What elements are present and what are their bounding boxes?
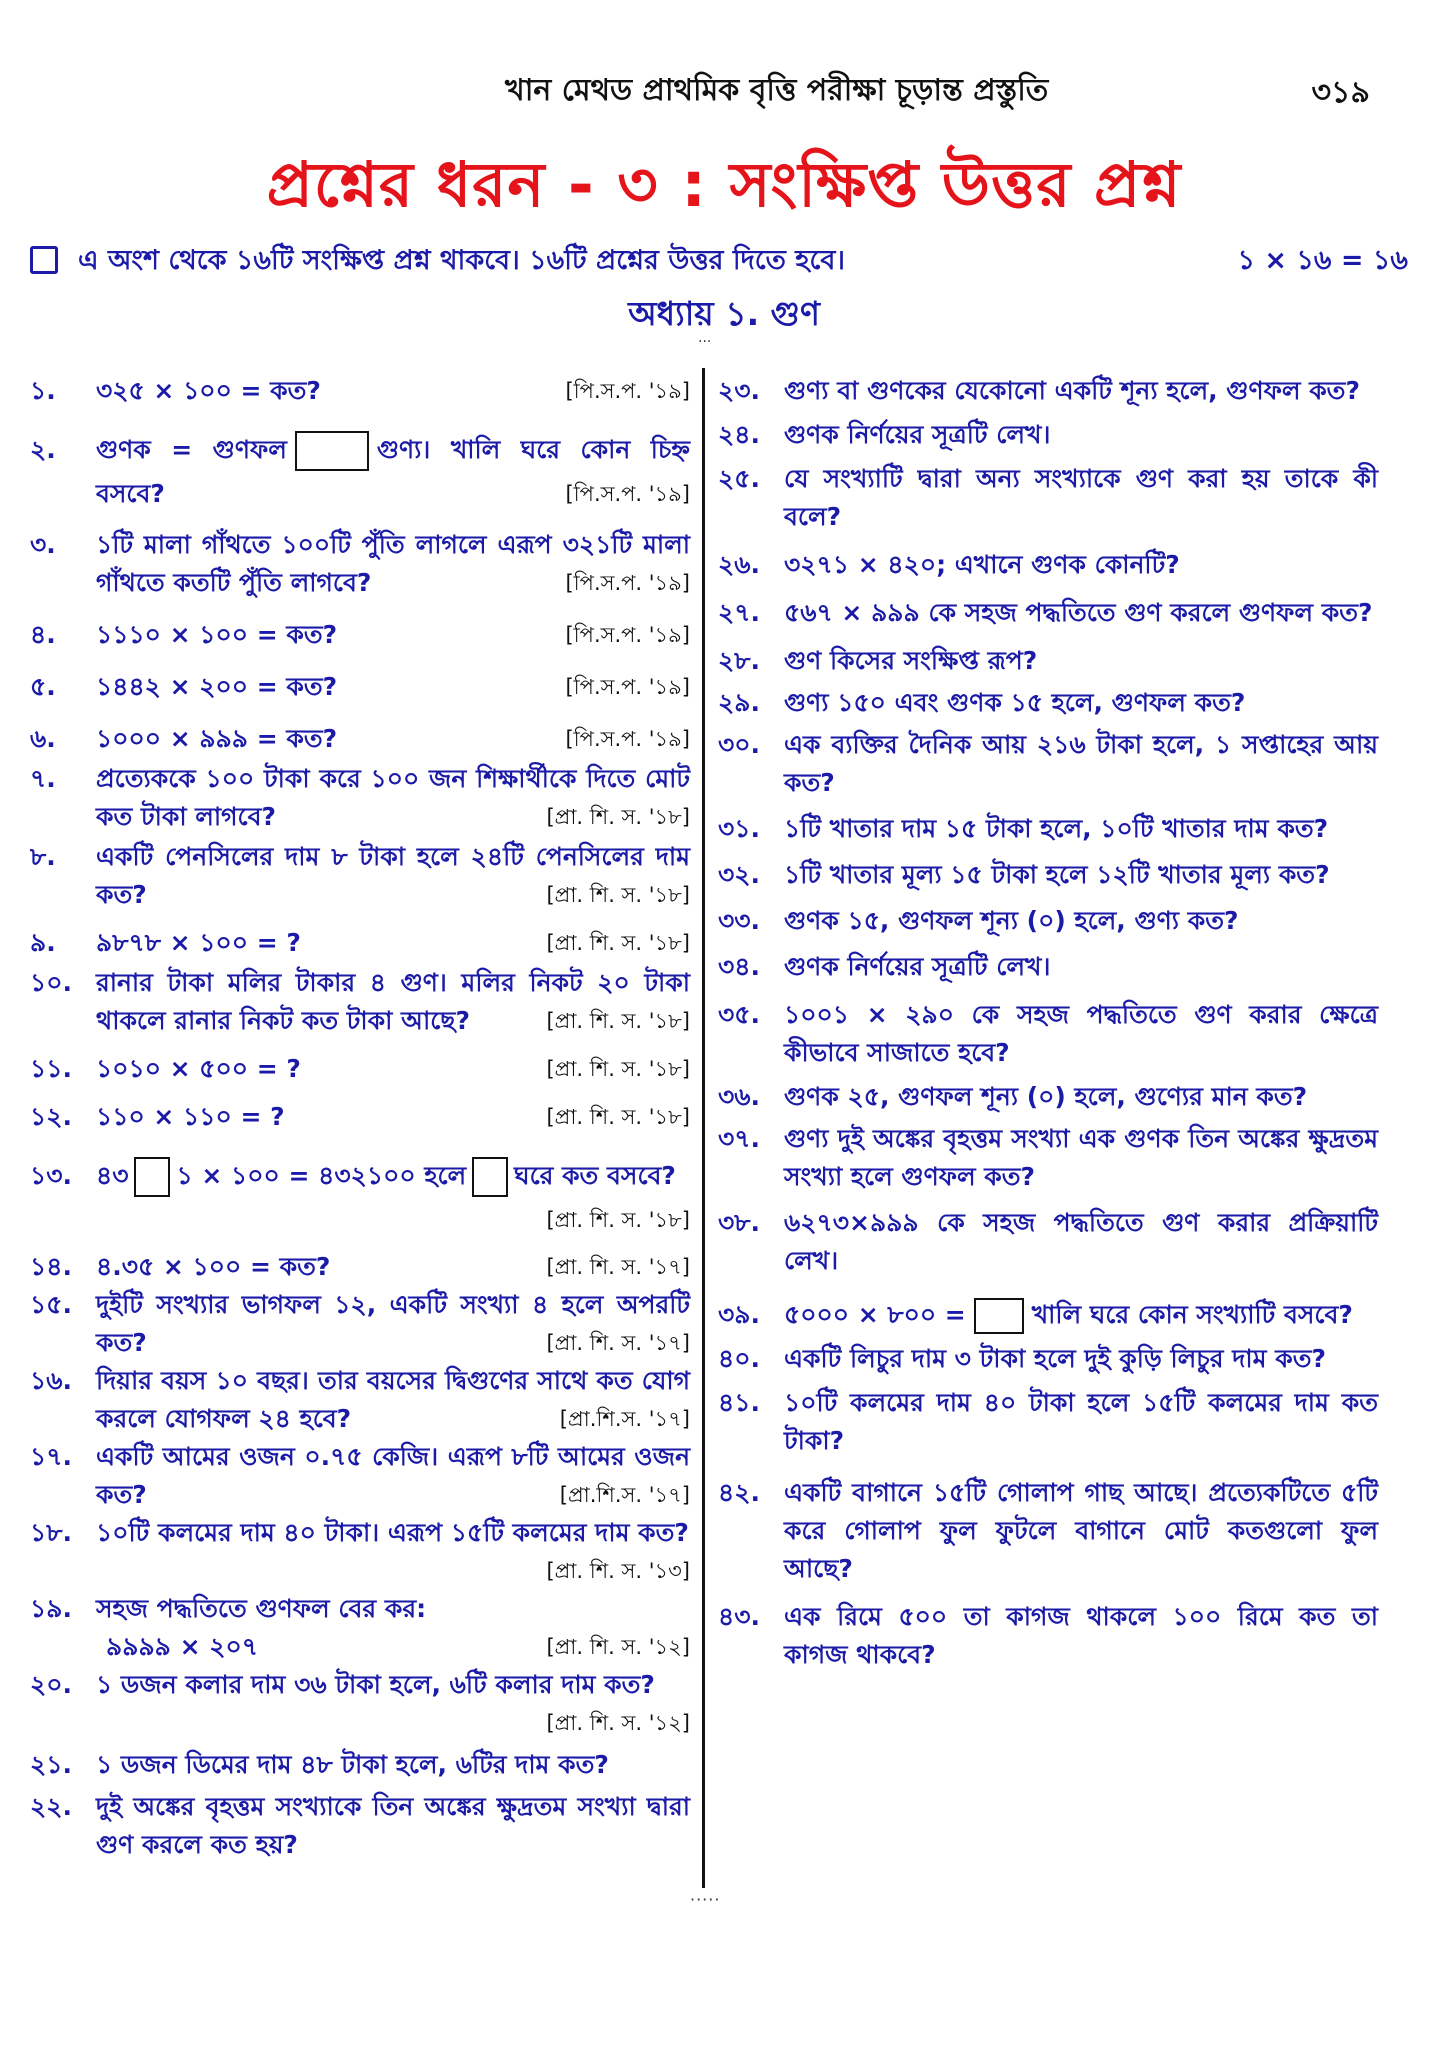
question-source: [প্রা. শি. স. '১৮] bbox=[546, 1208, 690, 1232]
question-number: ৪০. bbox=[718, 1344, 760, 1373]
question-text: একটি পেনসিলের দাম ৮ টাকা হলে ২৪টি পেনসিলের দাম কত? bbox=[96, 842, 690, 909]
question-item bbox=[30, 964, 690, 1040]
question-text: ১ ডজন কলার দাম ৩৬ টাকা হলে, ৬টি কলার দাম কত? bbox=[96, 1670, 655, 1699]
question-text: ১০০১ × ২৯০ কে সহজ পদ্ধতিতে গুণ করার ক্ষেত্রে কীভাবে সাজাতে হবে? bbox=[784, 1000, 1378, 1067]
question-text: গুণক ১৫, গুণফল শূন্য (০) হলে, গুণ্য কত? bbox=[784, 906, 1239, 935]
question-number: ২৫. bbox=[718, 464, 760, 493]
question-item bbox=[718, 996, 1378, 1072]
question-source: [পি.স.প. '১৯] bbox=[565, 379, 690, 403]
question-text: গুণ্য ১৫০ এবং গুণক ১৫ হলে, গুণফল কত? bbox=[784, 688, 1246, 717]
question-item bbox=[30, 372, 690, 410]
question-item bbox=[30, 1746, 690, 1784]
column-divider bbox=[702, 368, 705, 1888]
question-source: [প্রা. শি. স. '১৮] bbox=[546, 1105, 690, 1129]
blank-box bbox=[472, 1157, 508, 1197]
question-item bbox=[718, 902, 1378, 940]
question-number: ৮. bbox=[30, 842, 56, 871]
question-item bbox=[30, 1286, 690, 1362]
question-item bbox=[718, 1204, 1378, 1280]
separator-dots: ··· bbox=[698, 334, 712, 350]
question-item bbox=[30, 924, 690, 962]
question-number: ৩. bbox=[30, 530, 56, 559]
question-number: ১৫. bbox=[30, 1290, 72, 1319]
question-number: ৪২. bbox=[718, 1478, 760, 1507]
question-text: গুণক = গুণফল bbox=[96, 435, 287, 464]
question-item bbox=[718, 546, 1378, 584]
question-text: ১১১০ × ১০০ = কত? bbox=[96, 620, 338, 649]
question-text: এক রিমে ৫০০ তা কাগজ থাকলে ১০০ রিমে কত তা কাগজ থাকবে? bbox=[784, 1602, 1378, 1669]
question-text: একটি আমের ওজন ০.৭৫ কেজি। এরূপ ৮টি আমের ওজন কত? bbox=[96, 1442, 690, 1509]
question-number: ২৭. bbox=[718, 598, 761, 627]
question-item bbox=[30, 760, 690, 836]
question-text: ১টি খাতার মূল্য ১৫ টাকা হলে ১২টি খাতার মূল্য কত? bbox=[784, 860, 1330, 889]
question-number: ৩৯. bbox=[718, 1300, 760, 1329]
question-number: ২০. bbox=[30, 1670, 73, 1699]
section-title: প্রশ্নের ধরন - ৩ : সংক্ষিপ্ত উত্তর প্রশ্ন bbox=[266, 148, 1182, 221]
question-source: [প্রা. শি. স. '১৮] bbox=[546, 931, 690, 955]
question-item bbox=[30, 1248, 690, 1286]
question-item bbox=[718, 726, 1378, 802]
blank-box bbox=[295, 431, 369, 471]
book-title: খান মেথড প্রাথমিক বৃত্তি পরীক্ষা চূড়ান্ত প্রস্তুতি bbox=[505, 73, 1049, 108]
questions-right-column bbox=[718, 372, 1378, 1674]
question-text: ৯৮৭৮ × ১০০ = ? bbox=[96, 928, 301, 957]
separator-dots: ····· bbox=[690, 1890, 721, 1909]
question-item bbox=[718, 948, 1378, 986]
question-item bbox=[718, 1340, 1378, 1378]
question-number: ১০. bbox=[30, 968, 72, 997]
question-text: একটি বাগানে ১৫টি গোলাপ গাছ আছে। প্রত্যেকটিতে ৫টি করে গোলাপ ফুল ফুটলে বাগানে মোট কতগুলো ফুল আছে? bbox=[784, 1478, 1378, 1583]
question-number: ২৬. bbox=[718, 550, 761, 579]
question-item bbox=[718, 1598, 1378, 1674]
question-text: ৪৩ bbox=[96, 1161, 129, 1190]
question-text: ১০০০ × ৯৯৯ = কত? bbox=[96, 724, 338, 753]
question-source: [পি.স.প. '১৯] bbox=[565, 727, 690, 751]
question-number: ৩৮. bbox=[718, 1208, 760, 1237]
question-source: [প্রা. শি. স. '১৭] bbox=[546, 1331, 690, 1355]
question-text: ১০টি কলমের দাম ৪০ টাকা হলে ১৫টি কলমের দাম কত টাকা? bbox=[784, 1388, 1378, 1455]
question-number: ৪৩. bbox=[718, 1602, 760, 1631]
question-number: ৯. bbox=[30, 928, 56, 957]
question-text: খালি ঘরে কোন সংখ্যাটি বসবে? bbox=[1031, 1300, 1353, 1329]
question-number: ২৩. bbox=[718, 376, 761, 405]
question-text: দুই অঙ্কের বৃহত্তম সংখ্যাকে তিন অঙ্কের ক্ষুদ্রতম সংখ্যা দ্বারা গুণ করলে কত হয়? bbox=[96, 1792, 690, 1859]
question-text: ৩২৫ × ১০০ = কত? bbox=[96, 376, 321, 405]
question-source: [প্রা.শি.স. '১৭] bbox=[559, 1407, 690, 1431]
question-item bbox=[718, 1120, 1378, 1196]
question-item bbox=[30, 1666, 690, 1742]
question-item bbox=[718, 1078, 1378, 1116]
question-text: যে সংখ্যাটি দ্বারা অন্য সংখ্যাকে গুণ করা হয় তাকে কী বলে? bbox=[784, 464, 1378, 531]
question-number: ২২. bbox=[30, 1792, 73, 1821]
marks-formula: ১ × ১৬ = ১৬ bbox=[1237, 245, 1408, 276]
page-number: ৩১৯ bbox=[1311, 75, 1370, 110]
question-number: ৫. bbox=[30, 672, 56, 701]
question-text: ৯৯৯৯ × ২০৭ bbox=[106, 1632, 259, 1661]
question-number: ৩৭. bbox=[718, 1124, 761, 1153]
question-number: ৩১. bbox=[718, 814, 760, 843]
chapter-heading: অধ্যায় ১. গুণ bbox=[628, 294, 820, 333]
question-item bbox=[30, 1050, 690, 1088]
question-number: ১১. bbox=[30, 1054, 72, 1083]
checkbox-icon bbox=[30, 246, 58, 274]
question-text: এক ব্যক্তির দৈনিক আয় ২১৬ টাকা হলে, ১ সপ্তাহের আয় কত? bbox=[784, 730, 1378, 797]
question-text: ৬২৭৩×৯৯৯ কে সহজ পদ্ধতিতে গুণ করার প্রক্রিয়াটি লেখ। bbox=[784, 1208, 1378, 1275]
question-text: গুণক নির্ণয়ের সূত্রটি লেখ। bbox=[784, 952, 1051, 981]
question-number: ৩৬. bbox=[718, 1082, 761, 1111]
blank-box bbox=[134, 1157, 170, 1197]
blank-box bbox=[974, 1298, 1024, 1334]
question-source: [প্রা. শি. স. '১৮] bbox=[546, 805, 690, 829]
page-header bbox=[0, 62, 1448, 112]
question-number: ২. bbox=[30, 435, 56, 464]
question-item bbox=[30, 720, 690, 758]
question-text: সহজ পদ্ধতিতে গুণফল বের কর: bbox=[96, 1594, 427, 1623]
question-number: ১৮. bbox=[30, 1518, 72, 1547]
question-number: ১৩. bbox=[30, 1161, 72, 1190]
question-number: ৩০. bbox=[718, 730, 761, 759]
question-item bbox=[718, 460, 1378, 536]
question-text: ৫৬৭ × ৯৯৯ কে সহজ পদ্ধতিতে গুণ করলে গুণফল কত? bbox=[784, 598, 1373, 627]
question-number: ১৭. bbox=[30, 1442, 72, 1471]
question-source: [পি.স.প. '১৯] bbox=[565, 623, 690, 647]
question-source: [প্রা. শি. স. '১৮] bbox=[546, 883, 690, 907]
question-source: [পি.স.প. '১৯] bbox=[565, 675, 690, 699]
question-number: ১. bbox=[30, 376, 56, 405]
question-text: ১৪৪২ × ২০০ = কত? bbox=[96, 672, 338, 701]
question-text: ১০১০ × ৫০০ = ? bbox=[96, 1054, 301, 1083]
question-source: [প্রা. শি. স. '১৮] bbox=[546, 1057, 690, 1081]
question-text: গুণ কিসের সংক্ষিপ্ত রূপ? bbox=[784, 646, 1038, 675]
question-text: দিয়ার বয়স ১০ বছর। তার বয়সের দ্বিগুণের সাথে কত যোগ করলে যোগফল ২৪ হবে? bbox=[96, 1366, 690, 1433]
question-item bbox=[718, 684, 1378, 722]
question-text: রানার টাকা মলির টাকার ৪ গুণ। মলির নিকট ২০ টাকা থাকলে রানার নিকট কত টাকা আছে? bbox=[96, 968, 690, 1035]
question-item bbox=[718, 594, 1378, 632]
question-number: ১৯. bbox=[30, 1594, 72, 1623]
question-number: ২৮. bbox=[718, 646, 760, 675]
question-text: দুইটি সংখ্যার ভাগফল ১২, একটি সংখ্যা ৪ হলে অপরটি কত? bbox=[96, 1290, 690, 1357]
question-number: ৪. bbox=[30, 620, 56, 649]
question-number: ৬. bbox=[30, 724, 56, 753]
question-item bbox=[30, 1154, 690, 1242]
question-item bbox=[718, 416, 1378, 454]
question-item bbox=[30, 1438, 690, 1514]
question-item bbox=[30, 428, 690, 516]
question-source: [প্রা.শি.স. '১৭] bbox=[559, 1483, 690, 1507]
question-number: ১২. bbox=[30, 1102, 72, 1131]
question-number: ২৪. bbox=[718, 420, 760, 449]
question-item bbox=[30, 1514, 690, 1590]
question-text: ১০টি কলমের দাম ৪০ টাকা। এরূপ ১৫টি কলমের দাম কত? bbox=[96, 1518, 689, 1547]
question-text: ১ ডজন ডিমের দাম ৪৮ টাকা হলে, ৬টির দাম কত? bbox=[96, 1750, 609, 1779]
question-number: ৪১. bbox=[718, 1388, 760, 1417]
question-number: ২৯. bbox=[718, 688, 760, 717]
question-item bbox=[30, 526, 690, 602]
question-text: ৩২৭১ × ৪২০; এখানে গুণক কোনটি? bbox=[784, 550, 1180, 579]
question-item bbox=[718, 1292, 1378, 1338]
question-text: ১১০ × ১১০ = ? bbox=[96, 1102, 285, 1131]
question-source: [প্রা. শি. স. '১২] bbox=[546, 1635, 690, 1659]
question-item bbox=[30, 838, 690, 914]
question-item bbox=[30, 616, 690, 654]
question-text: একটি লিচুর দাম ৩ টাকা হলে দুই কুড়ি লিচুর দাম কত? bbox=[784, 1344, 1326, 1373]
instruction-text: এ অংশ থেকে ১৬টি সংক্ষিপ্ত প্রশ্ন থাকবে। ১৬টি প্রশ্নের উত্তর দিতে হবে। bbox=[78, 245, 846, 276]
question-text: গুণ্য বা গুণকের যেকোনো একটি শূন্য হলে, গুণফল কত? bbox=[784, 376, 1360, 405]
question-text: গুণক ২৫, গুণফল শূন্য (০) হলে, গুণ্যের মান কত? bbox=[784, 1082, 1308, 1111]
question-source: [প্রা. শি. স. '১২] bbox=[546, 1711, 690, 1735]
question-number: ৩৪. bbox=[718, 952, 760, 981]
question-source: [প্রা. শি. স. '১৩] bbox=[546, 1559, 690, 1583]
question-text: ঘরে কত বসবে? bbox=[514, 1161, 676, 1190]
question-source: [প্রা. শি. স. '১৭] bbox=[546, 1255, 690, 1279]
question-item bbox=[30, 1362, 690, 1438]
question-item bbox=[718, 1474, 1378, 1588]
question-source: [পি.স.প. '১৯] bbox=[565, 571, 690, 595]
question-item bbox=[718, 642, 1378, 680]
question-item bbox=[718, 856, 1378, 894]
question-text: গুণ্য। খালি ঘরে কোন চিহ্ন বসবে? bbox=[96, 435, 690, 508]
instruction-row bbox=[30, 240, 1420, 284]
question-number: ১৬. bbox=[30, 1366, 72, 1395]
questions-left-column bbox=[30, 372, 690, 1864]
question-text: ৪.৩৫ × ১০০ = কত? bbox=[96, 1252, 331, 1281]
question-text: ১ × ১০০ = ৪৩২১০০ হলে bbox=[176, 1161, 467, 1190]
question-item bbox=[718, 810, 1378, 848]
question-item bbox=[30, 1098, 690, 1136]
question-number: ৭. bbox=[30, 764, 56, 793]
question-item bbox=[30, 1590, 690, 1666]
question-text: ১টি মালা গাঁথতে ১০০টি পুঁতি লাগলে এরূপ ৩২১টি মালা গাঁথতে কতটি পুঁতি লাগবে? bbox=[96, 530, 690, 597]
question-text: প্রত্যেককে ১০০ টাকা করে ১০০ জন শিক্ষার্থীকে দিতে মোট কত টাকা লাগবে? bbox=[96, 764, 690, 831]
question-source: [প্রা. শি. স. '১৮] bbox=[546, 1009, 690, 1033]
question-number: ৩২. bbox=[718, 860, 761, 889]
question-text: ১টি খাতার দাম ১৫ টাকা হলে, ১০টি খাতার দাম কত? bbox=[784, 814, 1329, 843]
question-number: ১৪. bbox=[30, 1252, 72, 1281]
question-item bbox=[30, 668, 690, 706]
question-source: [পি.স.প. '১৯] bbox=[565, 482, 690, 506]
question-text: ৫০০০ × ৮০০ = bbox=[784, 1300, 966, 1329]
question-item bbox=[30, 1788, 690, 1864]
question-text: গুণক নির্ণয়ের সূত্রটি লেখ। bbox=[784, 420, 1051, 449]
question-text: গুণ্য দুই অঙ্কের বৃহত্তম সংখ্যা এক গুণক তিন অঙ্কের ক্ষুদ্রতম সংখ্যা হলে গুণফল কত? bbox=[784, 1124, 1378, 1191]
question-item bbox=[718, 372, 1378, 410]
question-item bbox=[718, 1384, 1378, 1460]
question-number: ২১. bbox=[30, 1750, 72, 1779]
question-number: ৩৫. bbox=[718, 1000, 760, 1029]
question-number: ৩৩. bbox=[718, 906, 761, 935]
